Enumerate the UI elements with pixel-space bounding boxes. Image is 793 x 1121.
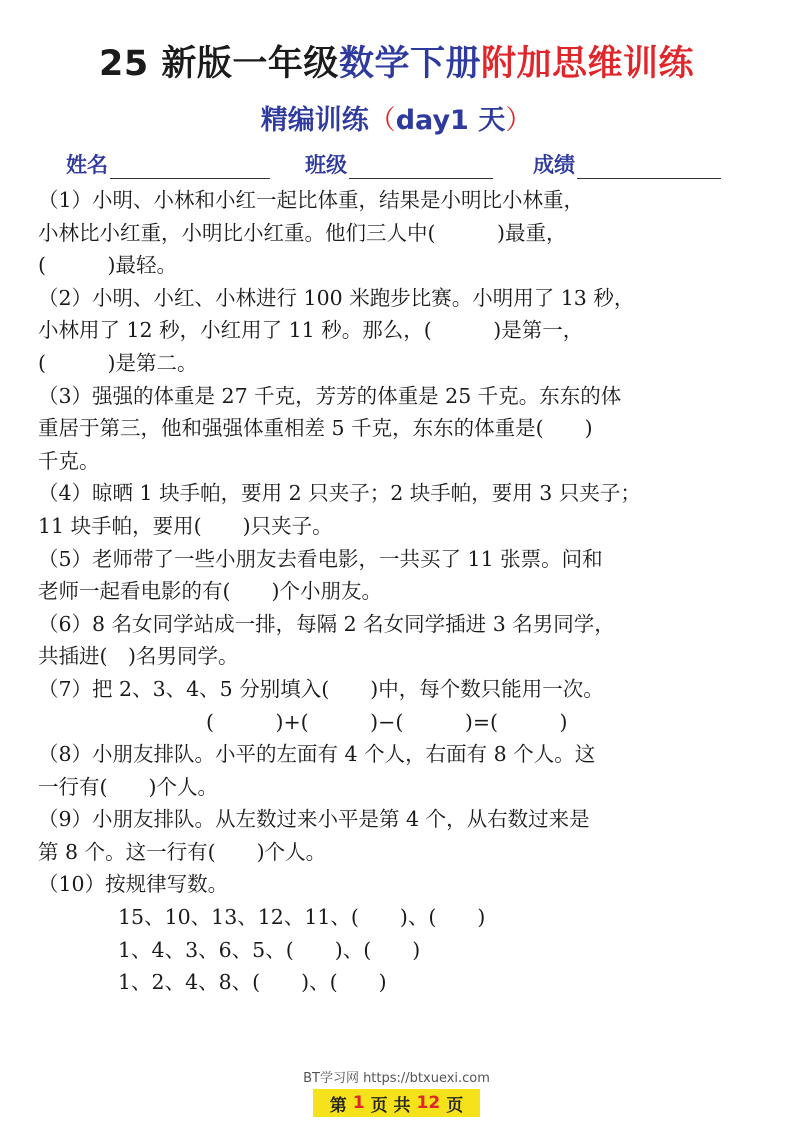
question-line: （10）按规律写数。 <box>38 872 229 897</box>
name-field <box>66 149 270 179</box>
questions-body <box>38 184 760 999</box>
subtitle-day: day1 天 <box>395 105 506 136</box>
fill-in-equation: ( )+( )−( )=( ) <box>206 709 568 734</box>
pattern-sequence: 1、2、4、8、( )、( ) <box>118 970 387 995</box>
student-info-row <box>0 149 793 183</box>
subtitle-main: 精编训练 <box>260 105 369 136</box>
question-line: 11 块手帕，要用( )只夹子。 <box>38 513 333 538</box>
score-blank-line[interactable] <box>577 152 721 179</box>
title-topic: 附加思维训练 <box>480 44 694 84</box>
question-line: 老师一起看电影的有( )个小朋友。 <box>38 579 382 604</box>
pattern-sequence: 15、10、13、12、11、( )、( ) <box>118 905 486 930</box>
class-field <box>305 149 493 179</box>
question-line: （6）8 名女同学站成一排，每隔 2 名女同学插进 3 名男同学， <box>38 611 615 636</box>
footer-url: BT学习网 https://btxuexi.com <box>303 1071 490 1086</box>
page-number-badge <box>313 1089 480 1117</box>
class-label: 班级 <box>305 153 347 177</box>
question-line: 千克。 <box>38 448 100 473</box>
pattern-sequence: 1、4、3、6、5、( )、( ) <box>118 937 421 962</box>
subtitle-close-paren: ） <box>505 105 533 136</box>
question-line: 共插进( )名男同学。 <box>38 644 239 669</box>
question-line: 小林用了 12 秒，小红用了 11 秒。那么，( )是第一， <box>38 318 584 343</box>
title-grade: 25 新版一年级 <box>99 44 339 84</box>
score-field <box>533 149 721 179</box>
subtitle-open-paren: （ <box>368 105 396 136</box>
question-line: （8）小朋友排队。小平的左面有 4 个人，右面有 8 个人。这 <box>38 742 596 767</box>
question-line: 一行有( )个人。 <box>38 774 218 799</box>
name-label: 姓名 <box>66 153 108 177</box>
question-line: 小林比小红重，小明比小红重。他们三人中( )最重， <box>38 220 567 245</box>
page-suffix: 页 <box>446 1095 464 1116</box>
question-line: （2）小明、小红、小林进行 100 米跑步比赛。小明用了 13 秒， <box>38 285 635 310</box>
page-total: 12 <box>416 1093 441 1113</box>
worksheet-subtitle <box>0 101 793 141</box>
question-line: ( )最轻。 <box>38 253 177 278</box>
page-mid: 页 共 <box>370 1095 411 1116</box>
question-line: 重居于第三，他和强强体重相差 5 千克，东东的体重是( ) <box>38 416 593 441</box>
name-blank-line[interactable] <box>110 152 270 179</box>
question-line: （3）强强的体重是 27 千克，芳芳的体重是 25 千克。东东的体 <box>38 383 622 408</box>
page-current: 1 <box>352 1093 365 1113</box>
score-label: 成绩 <box>533 153 575 177</box>
question-line: 第 8 个。这一行有( )个人。 <box>38 839 327 864</box>
question-line: （5）老师带了一些小朋友去看电影，一共买了 11 张票。问和 <box>38 546 603 571</box>
class-blank-line[interactable] <box>349 152 493 179</box>
worksheet-title <box>0 40 793 88</box>
question-line: （4）晾晒 1 块手帕，要用 2 只夹子；2 块手帕，要用 3 只夹子； <box>38 481 641 506</box>
page-prefix: 第 <box>329 1095 347 1116</box>
question-line: ( )是第二。 <box>38 350 198 375</box>
question-line: （1）小明、小林和小红一起比体重，结果是小明比小林重， <box>38 188 585 212</box>
title-subject: 数学下册 <box>338 44 481 84</box>
question-line: （7）把 2、3、4、5 分别填入( )中，每个数只能用一次。 <box>38 676 604 701</box>
question-line: （9）小朋友排队。从左数过来小平是第 4 个，从右数过来是 <box>38 807 590 832</box>
